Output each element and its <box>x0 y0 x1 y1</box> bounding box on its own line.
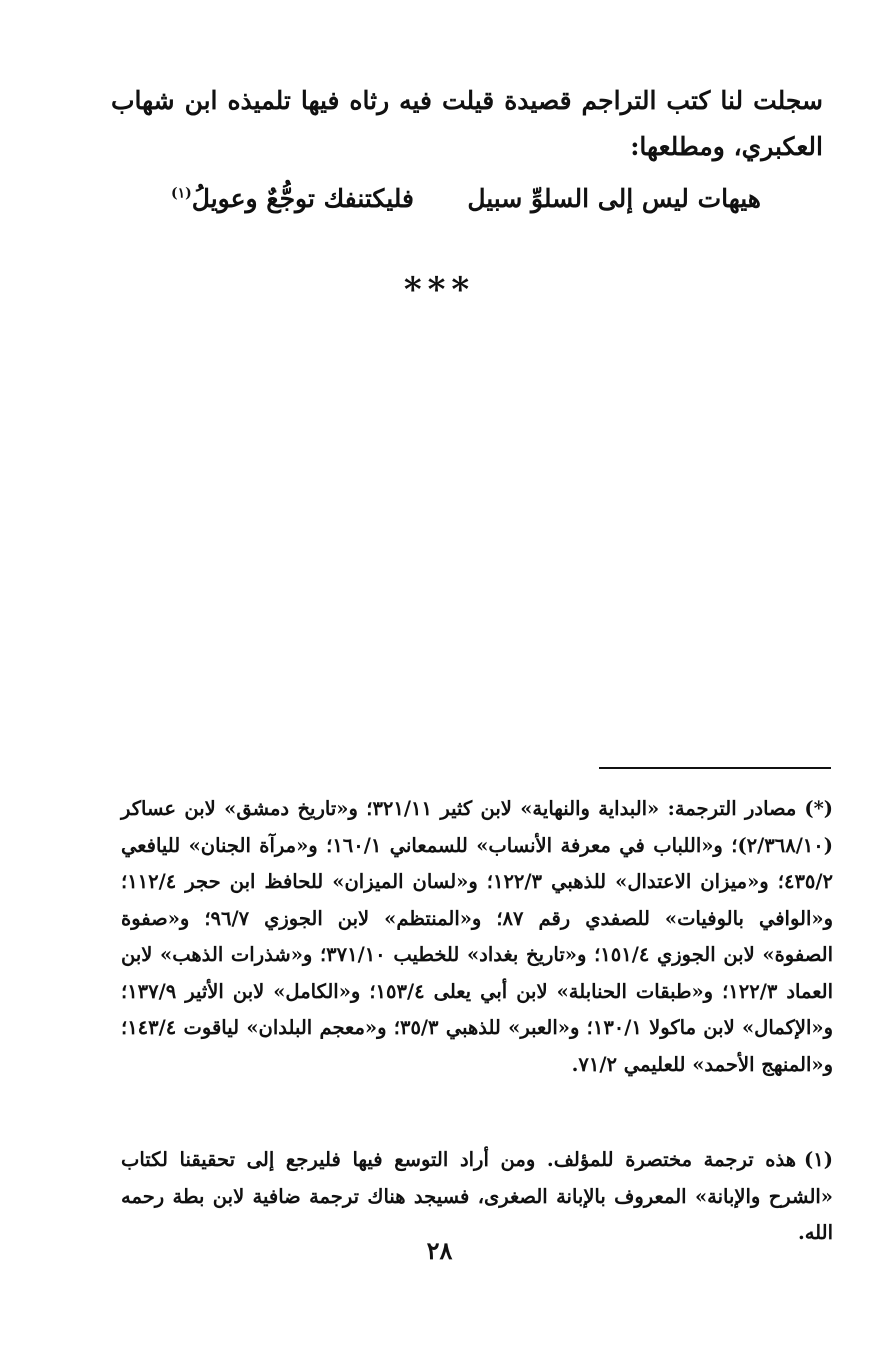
footnote-divider <box>599 767 831 769</box>
footnote-sources-text: «البداية والنهاية» لابن كثير ٣٢١/١١؛ و«تاريخ دمشق» لابن عساكر (٢/٣٦٨/١٠)؛ و«اللباب في معرفة الأنساب» للسمعاني ١٦٠/١؛ و«مرآة الجنان» لليافعي ٤٣٥/٢؛ و«ميزان الاعتدال» للذهبي ١٢٢/٣؛ و«لسان الميزان» للحافظ ابن حجر ١١٢/٤؛ و«الوافي بالوفيات» للصفدي رقم ٨٧؛ و«المنتظم» لابن الجوزي ٩٦/٧؛ و«صفوة الصفوة» لابن الجوزي ١٥١/٤؛ و«تاريخ بغداد» للخطيب ٣٧١/١٠؛ و«شذرات الذهب» لابن العماد ١٢٢/٣؛ و«طبقات الحنابلة» لابن أبي يعلى ١٥٣/٤؛ و«الكامل» لابن الأثير ١٣٧/٩؛ و«الإكمال» لابن ماكولا ١٣٠/١؛ و«العبر» للذهبي ٣٥/٣؛ و«معجم البلدان» لياقوت ١٤٣/٤؛ و«المنهج الأحمد» للعليمي ٧١/٢. <box>121 797 833 1076</box>
verse-second-hemistich: فليكتنفك توجُّعٌ وعويلُ$^{(١)}$ <box>171 184 414 213</box>
page-number: ٢٨ <box>426 1236 453 1265</box>
footnote-sources <box>121 791 833 1083</box>
footnote-marker-1: (١) <box>804 1148 833 1171</box>
body-paragraph: سجلت لنا كتب التراجم قصيدة قيلت فيه رثاه فيها تلميذه ابن شهاب العكبري، ومطلعها: <box>111 86 823 161</box>
footnote-reference: (١) <box>171 185 192 202</box>
footnote-marker-asterisk: (*) <box>804 797 834 820</box>
section-separator: *** <box>403 270 476 310</box>
poem-verse <box>171 184 761 230</box>
footnote-sources-lead: مصادر الترجمة: <box>667 797 797 820</box>
verse-first-hemistich: هيهات ليس إلى السلوِّ سبيل <box>467 184 761 213</box>
footnote-1-text: هذه ترجمة مختصرة للمؤلف. ومن أراد التوسع فيها فليرجع إلى تحقيقنا لكتاب «الشرح والإبانة» المعروف بالإبانة الصغرى، فسيجد هناك ترجمة ضافية لابن بطة رحمه الله. <box>121 1148 833 1244</box>
